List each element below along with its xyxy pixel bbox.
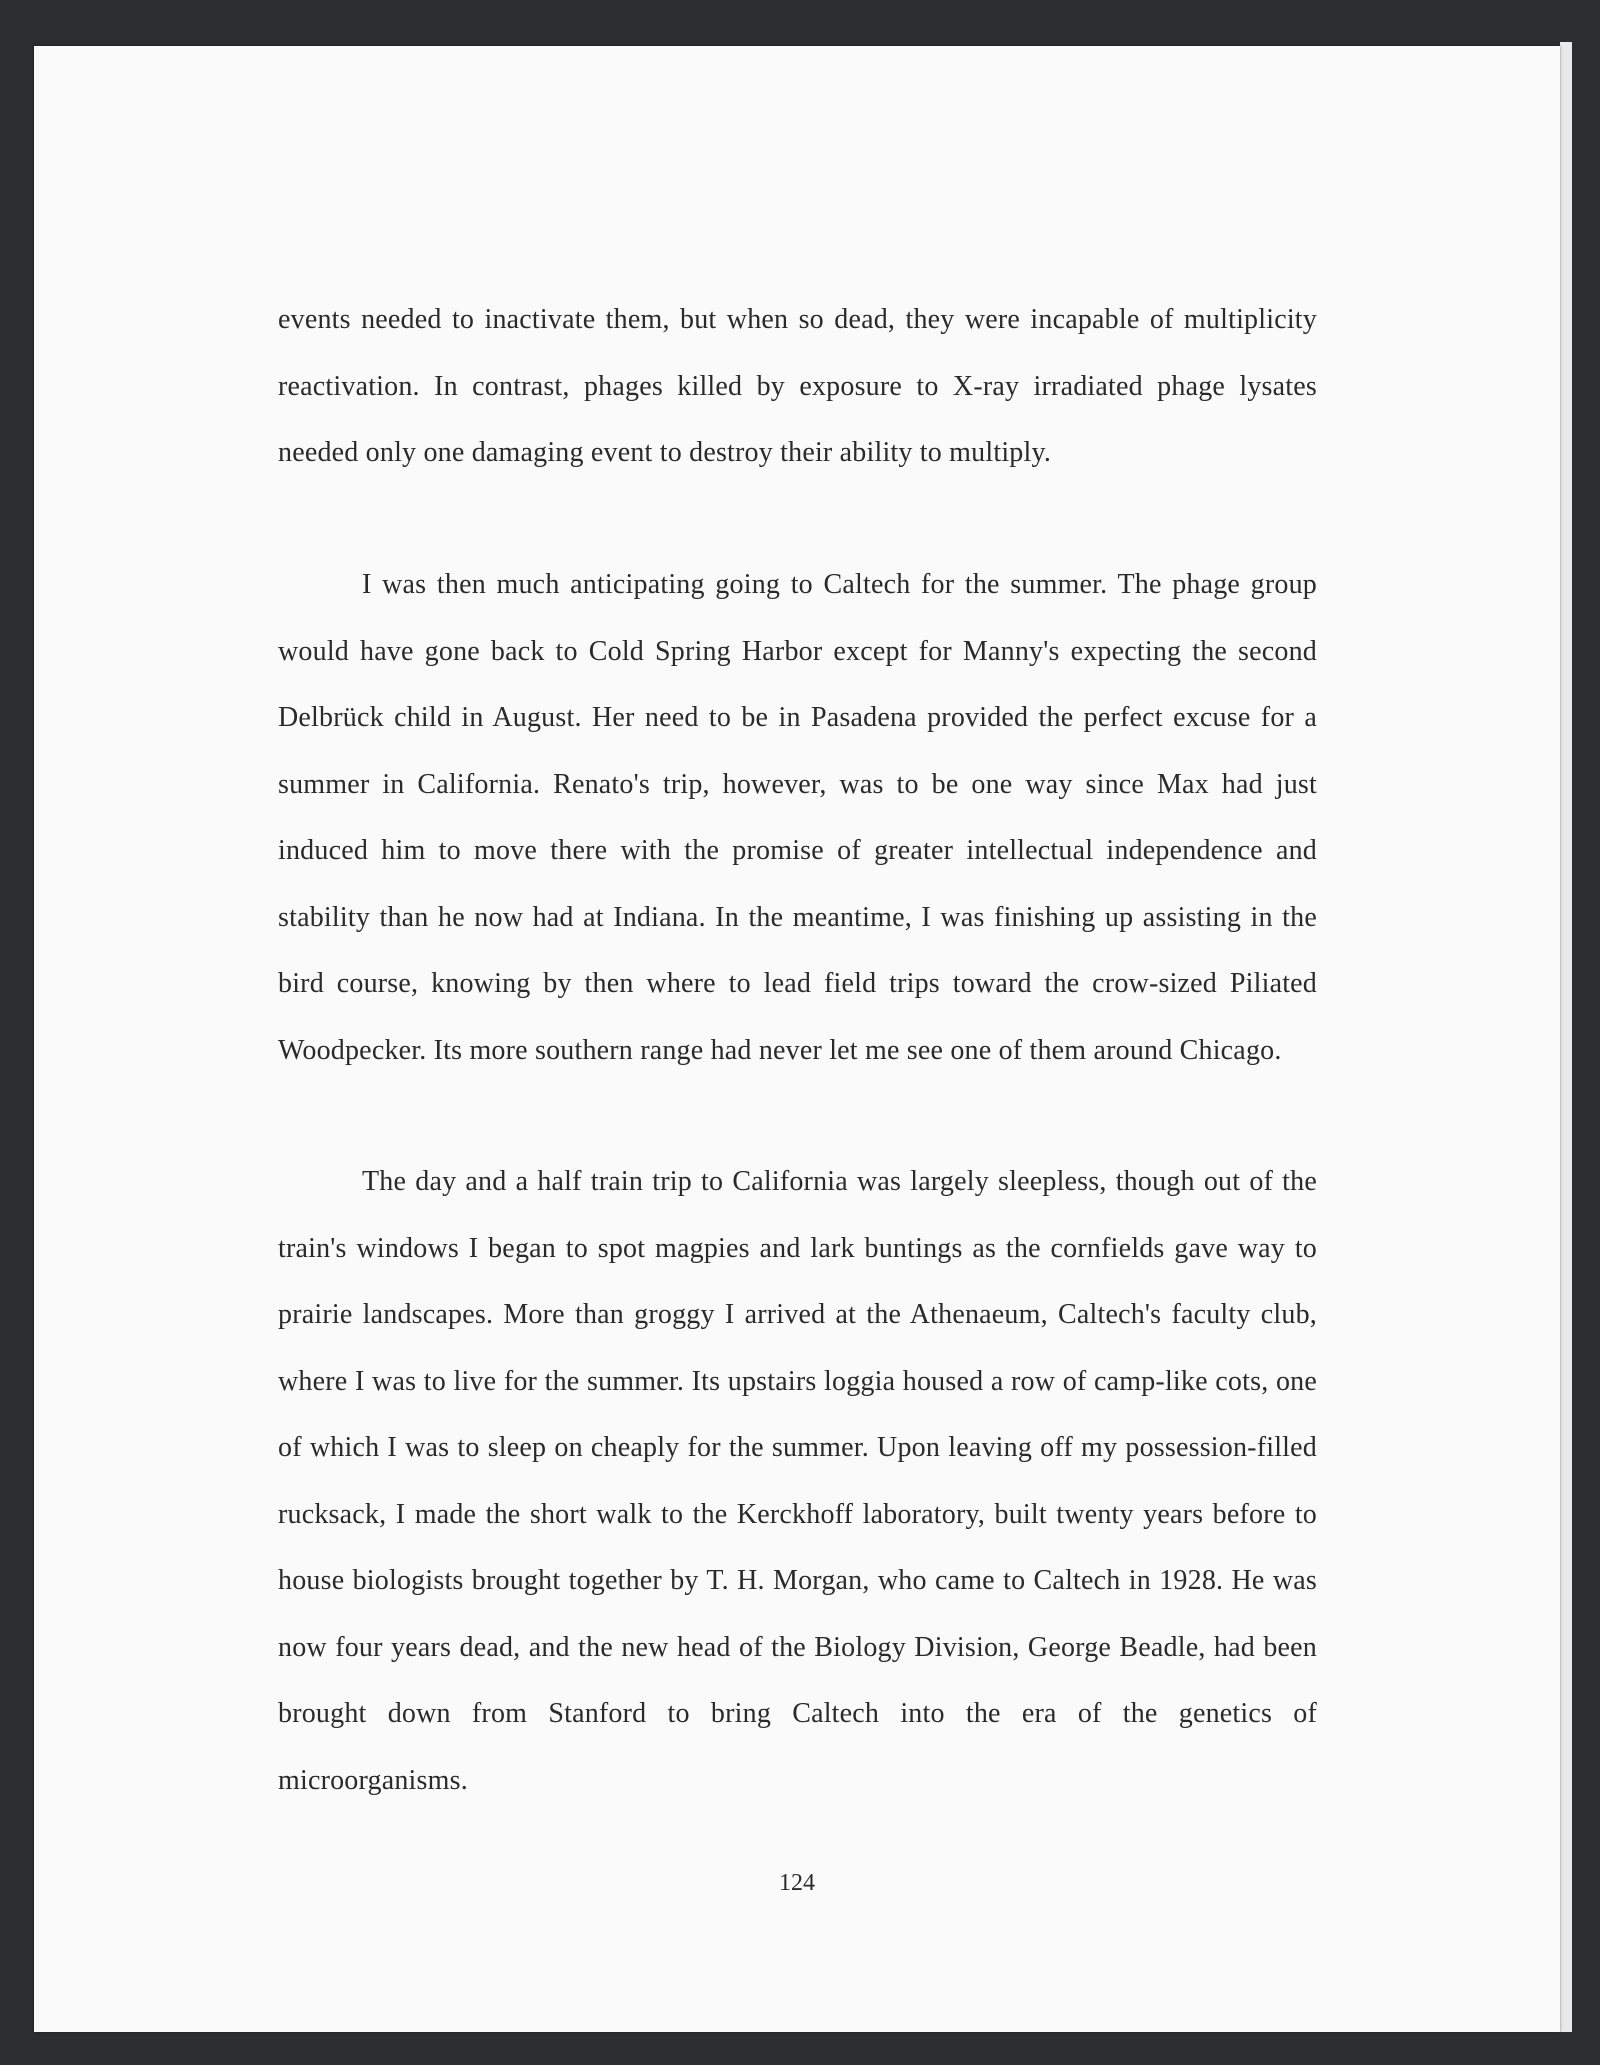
page-number: 124 <box>779 1870 815 1896</box>
document-page <box>34 46 1560 2032</box>
paragraph-continued: events needed to inactivate them, but when so dead, they were incapable of multiplicity reactivation. In contrast, phages killed by exposure to X-ray irradiated phage lysates needed only one damaging event to destroy their ability to multiply. <box>278 304 1317 468</box>
page-edge <box>1560 42 1572 2032</box>
paragraph-caltech-anticipation: I was then much anticipating going to Caltech for the summer. The phage group would have gone back to Cold Spring Harbor except for Manny's expecting the second Delbrück child in August. Her need to be in Pasadena provided the perfect excuse for a summer in California. Renato's trip, however, was to be one way since Max had just induced him to move there with the promise of greater intellectual independence and stability than he now had at Indiana. In the meantime, I was finishing up assisting in the bird course, knowing by then where to lead field trips toward the crow-sized Piliated Woodpecker. Its more southern range had never let me see one of them around Chicago. <box>278 569 1317 1066</box>
paragraph-train-trip: The day and a half train trip to California was largely sleepless, though out of the train's windows I began to spot magpies and lark buntings as the cornfields gave way to prairie landscapes. More than groggy I arrived at the Athenaeum, Caltech's faculty club, where I was to live for the summer. Its upstairs loggia housed a row of camp-like cots, one of which I was to sleep on cheaply for the summer. Upon leaving off my possession-filled rucksack, I made the short walk to the Kerckhoff laboratory, built twenty years before to house biologists brought together by T. H. Morgan, who came to Caltech in 1928. He was now four years dead, and the new head of the Biology Division, George Beadle, had been brought down from Stanford to bring Caltech into the era of the genetics of microorganisms. <box>278 1166 1317 1796</box>
